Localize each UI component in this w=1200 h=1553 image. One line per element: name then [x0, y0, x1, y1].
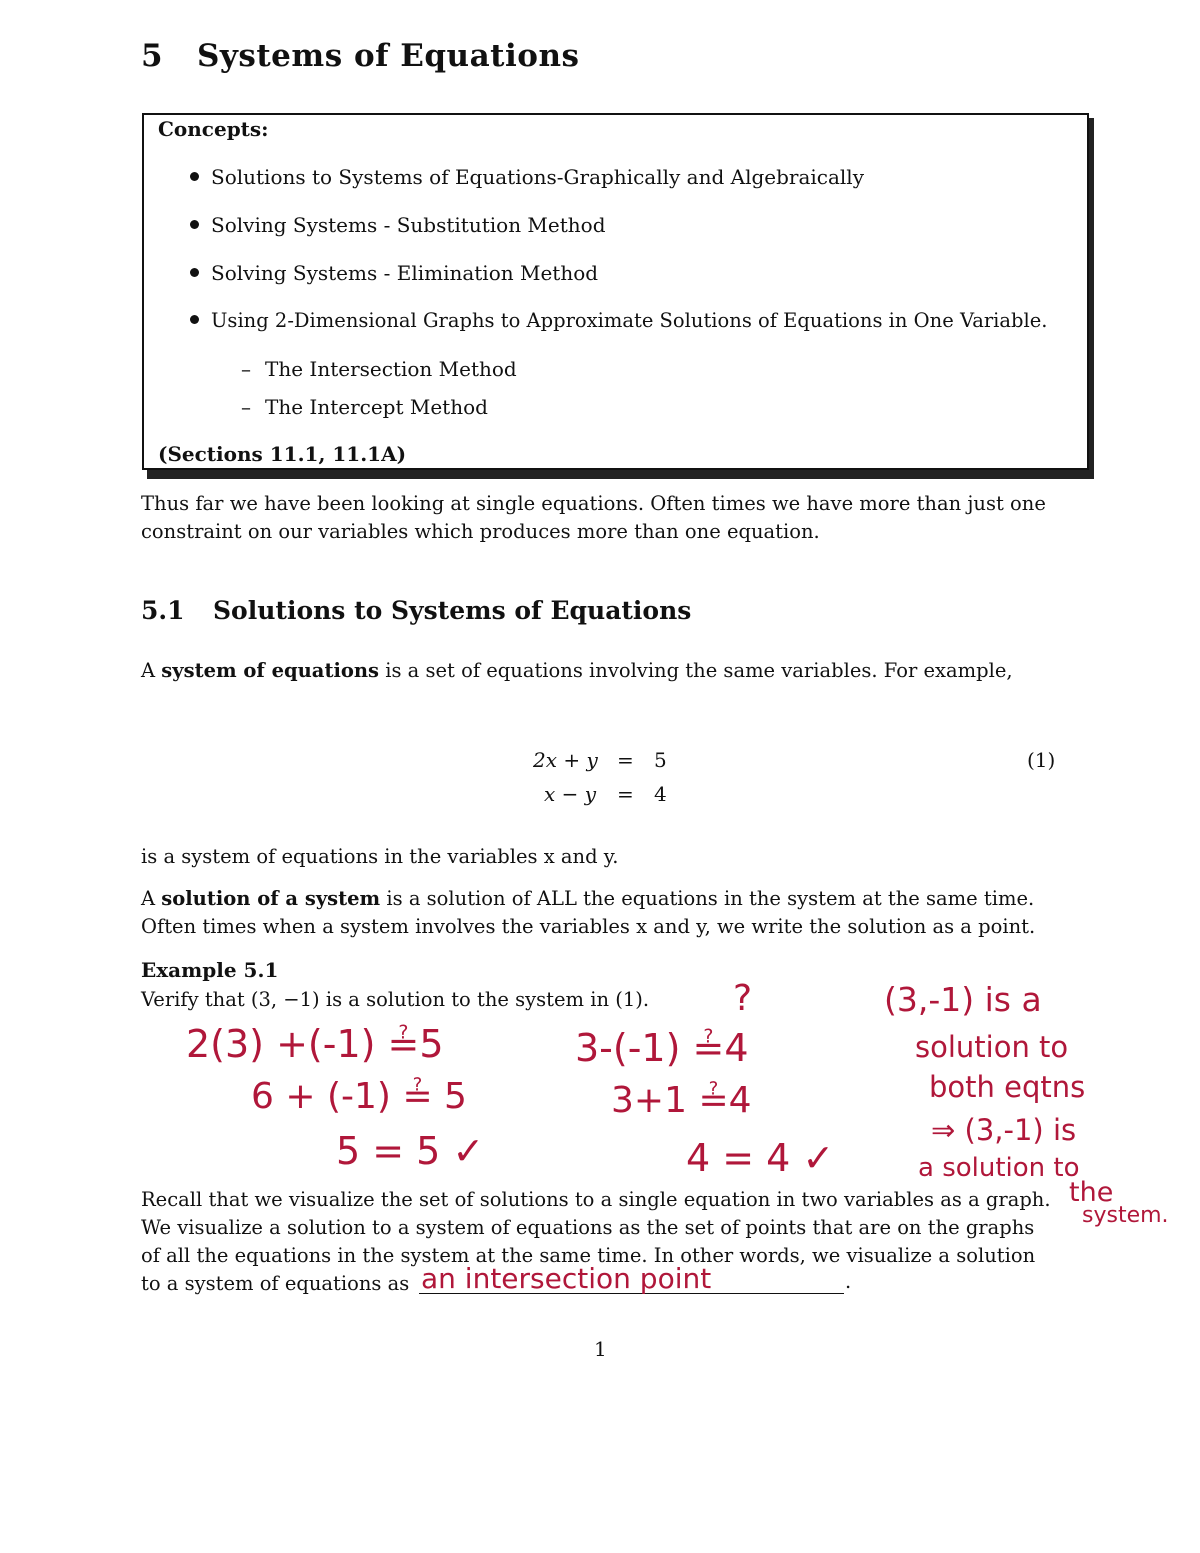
solution-term: solution of a system: [161, 887, 381, 910]
concept-item: Solutions to Systems of Equations-Graphically and Algebraically: [190, 165, 864, 189]
handwritten-line: 5 = 5 ✓: [336, 1129, 485, 1173]
concepts-heading: Concepts:: [158, 117, 269, 141]
bullet-icon: [190, 172, 199, 181]
equation-label: (1): [1027, 748, 1056, 772]
concept-subitem: – The Intercept Method: [241, 395, 488, 419]
concept-subitem: – The Intersection Method: [241, 357, 517, 381]
handwritten-note: both eqtns: [929, 1070, 1086, 1104]
handwritten-line: 4 = 4 ✓: [686, 1136, 835, 1180]
equation-1-op: =: [617, 748, 634, 772]
handwritten-line: 3+1 ≟4: [611, 1080, 752, 1121]
subsection-title-text: Solutions to Systems of Equations: [213, 596, 692, 625]
definition-term: system of equations: [161, 659, 380, 682]
concept-item: Solving Systems - Elimination Method: [190, 261, 598, 285]
equation-2-op: =: [617, 782, 634, 806]
handwritten-line: 3-(-1) ≟4: [575, 1026, 749, 1070]
handwritten-blank-answer: an intersection point: [421, 1262, 712, 1295]
recall-paragraph: Recall that we visualize the set of solutions to a single equation in two variables as a graph. We visualize a solution to a system of equations as the set of points that are on the graphs of all the equations in the system at the same time. In other words, we visualize a solution to a system of equations as: [141, 1188, 1051, 1295]
concept-item: Using 2-Dimensional Graphs to Approximate Solutions of Equations in One Variable.: [190, 309, 1048, 332]
handwritten-line: 6 + (-1) ≟ 5: [251, 1076, 467, 1117]
sections-reference: (Sections 11.1, 11.1A): [158, 442, 407, 466]
example-prompt: Verify that (3, −1) is a solution to the system in (1).: [141, 988, 650, 1011]
bullet-icon: [190, 315, 199, 324]
handwritten-note: solution to: [915, 1030, 1069, 1064]
subsection-number: 5.1: [141, 596, 185, 625]
concept-item: Solving Systems - Substitution Method: [190, 213, 606, 237]
handwritten-line: 2(3) +(-1) ≟5: [186, 1022, 444, 1066]
sentence-period: .: [845, 1270, 852, 1293]
bullet-icon: [190, 220, 199, 229]
bullet-icon: [190, 268, 199, 277]
subsection-title: [141, 596, 691, 625]
dash-icon: –: [241, 357, 251, 381]
section-number: 5: [141, 38, 164, 74]
solution-definition: A solution of a system is a solution of ALL the equations in the system at the same time. Often times when a system involves the variables x and y, we write the solution as a point.: [141, 887, 1036, 938]
handwritten-note: ⇒ (3,-1) is: [931, 1113, 1077, 1147]
section-title: [141, 38, 579, 74]
handwritten-note: (3,-1) is a: [884, 980, 1042, 1019]
example-title: Example 5.1: [141, 958, 279, 982]
intro-paragraph: Thus far we have been looking at single equations. Often times we have more than just one constraint on our variables which produces more than one equation.: [141, 492, 1046, 543]
after-system-text: is a system of equations in the variables x and y.: [141, 845, 619, 868]
handwritten-note: the: [1069, 1177, 1114, 1208]
dash-icon: –: [241, 395, 251, 419]
handwritten-note: system.: [1082, 1203, 1169, 1228]
equation-2-rhs: 4: [654, 782, 667, 806]
equation-1-lhs: 2x + y: [533, 748, 598, 772]
handwritten-note: a solution to: [918, 1153, 1080, 1183]
page-number: 1: [594, 1337, 607, 1361]
equation-2-lhs: x − y: [544, 782, 597, 806]
section-title-text: Systems of Equations: [197, 38, 580, 74]
equation-1-rhs: 5: [654, 748, 667, 772]
handwritten-question-mark: ?: [733, 978, 753, 1019]
definition-paragraph: A system of equations is a set of equations involving the same variables. For example,: [141, 659, 1013, 682]
